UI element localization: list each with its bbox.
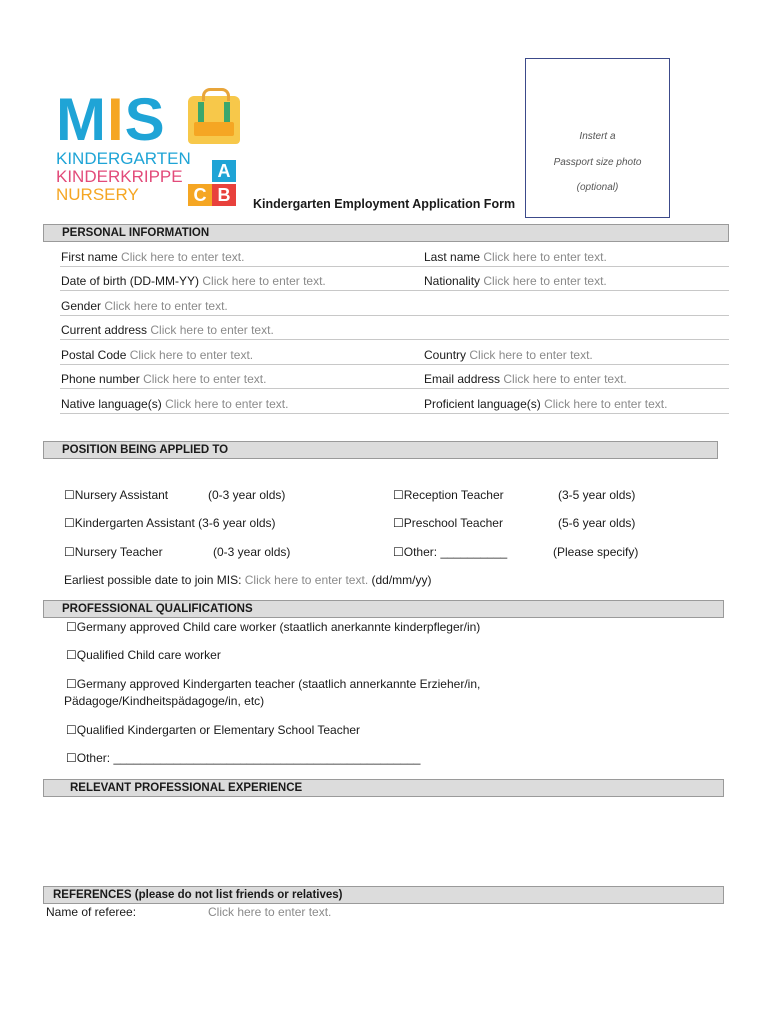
email-label: Email address [424,372,501,386]
qualification-item[interactable] [66,648,221,662]
qualification-label: Qualified Child care worker [76,648,221,662]
option-other-position[interactable] [393,545,507,559]
block-c-icon: C [188,184,212,206]
address-input[interactable]: Click here to enter text. [150,323,274,337]
checkbox-icon[interactable]: ☐ [66,677,77,691]
checkbox-icon[interactable]: ☐ [66,751,77,765]
section-references: REFERENCES (please do not list friends or relatives) [43,886,724,904]
logo-letter-s: S [124,86,166,153]
option-ages: (3-5 year olds) [558,488,636,502]
experience-input-area[interactable] [43,800,724,880]
proficient-language-label: Proficient language(s) [424,397,541,411]
checkbox-icon[interactable]: ☐ [393,488,404,502]
phone-field[interactable] [61,372,266,386]
native-language-field[interactable] [61,397,288,411]
last-name-field[interactable] [424,250,607,264]
qualification-item[interactable] [66,677,480,691]
last-name-input[interactable]: Click here to enter text. [483,250,607,264]
qualification-item-other[interactable] [66,751,420,765]
country-input[interactable]: Click here to enter text. [469,348,593,362]
native-language-label: Native language(s) [61,397,162,411]
gender-input[interactable]: Click here to enter text. [104,299,228,313]
option-preschool-teacher[interactable] [393,516,503,530]
gender-field[interactable] [61,299,228,313]
checkbox-icon[interactable]: ☐ [66,723,77,737]
photo-line-1: Instert a [579,131,616,142]
option-reception-teacher[interactable] [393,488,504,502]
option-nursery-teacher[interactable] [64,545,163,559]
address-field[interactable] [61,323,274,337]
photo-line-2: Passport size photo [553,157,642,168]
block-b-icon: B [212,184,236,206]
postal-code-label: Postal Code [61,348,127,362]
nationality-label: Nationality [424,274,481,288]
country-field[interactable] [424,348,593,362]
qualification-item[interactable] [66,620,480,634]
phone-input[interactable]: Click here to enter text. [143,372,267,386]
logo-mis-letters [56,86,166,153]
email-input[interactable]: Click here to enter text. [503,372,627,386]
last-name-label: Last name [424,250,481,264]
form-title: Kindergarten Employment Application Form [253,197,516,211]
nationality-input[interactable]: Click here to enter text. [483,274,607,288]
section-qualifications: PROFESSIONAL QUALIFICATIONS [43,600,724,618]
logo-letter-m: M [56,86,107,153]
passport-photo-box [525,58,670,218]
first-name-label: First name [61,250,118,264]
earliest-date-field[interactable] [64,573,432,587]
option-kindergarten-assistant[interactable] [64,516,276,530]
section-experience: RELEVANT PROFESSIONAL EXPERIENCE [43,779,724,797]
native-language-input[interactable]: Click here to enter text. [165,397,289,411]
checkbox-icon[interactable]: ☐ [66,648,77,662]
first-name-field[interactable] [61,250,244,264]
dob-label: Date of birth (DD-MM-YY) [61,274,200,288]
section-personal-information: PERSONAL INFORMATION [43,224,729,242]
qualification-item[interactable] [66,723,360,737]
qualification-label: Germany approved Kindergarten teacher (staatlich annerkannte Erzieher/in, [76,677,481,691]
option-ages: (5-6 year olds) [558,516,636,530]
dob-input[interactable]: Click here to enter text. [202,274,326,288]
block-a-icon: A [212,160,236,182]
option-label: Other: __________ [403,545,508,559]
qualification-label-continued: Pädagoge/Kindheitspädagoge/in, etc) [64,694,265,708]
email-field[interactable] [424,372,627,386]
qualification-label: Other: ______________________________________________ [76,751,421,765]
option-label: Kindergarten Assistant (3-6 year olds) [74,516,276,530]
option-label: Preschool Teacher [403,516,503,530]
checkbox-icon[interactable]: ☐ [64,516,75,530]
section-position: POSITION BEING APPLIED TO [43,441,718,459]
photo-line-3: (optional) [576,182,619,193]
earliest-date-format: (dd/mm/yy) [371,573,432,587]
earliest-date-input[interactable]: Click here to enter text. [244,573,369,587]
dob-field[interactable] [61,274,326,288]
postal-code-field[interactable] [61,348,253,362]
referee-name-input[interactable]: Click here to enter text. [208,905,332,919]
country-label: Country [424,348,467,362]
option-label: Nursery Teacher [74,545,163,559]
logo-letter-i: I [106,86,125,153]
phone-label: Phone number [61,372,140,386]
option-ages: (0-3 year olds) [213,545,291,559]
logo-line-kinderkrippe: KINDERKRIPPE [56,167,183,186]
qualification-label: Germany approved Child care worker (staatlich anerkannte kinderpfleger/in) [76,620,481,634]
checkbox-icon[interactable]: ☐ [393,545,404,559]
nationality-field[interactable] [424,274,607,288]
checkbox-icon[interactable]: ☐ [64,545,75,559]
logo-line-kindergarten: KINDERGARTEN [56,149,191,168]
option-label: Nursery Assistant [74,488,169,502]
checkbox-icon[interactable]: ☐ [393,516,404,530]
proficient-language-input[interactable]: Click here to enter text. [544,397,668,411]
option-ages: (Please specify) [553,545,639,559]
option-label: Reception Teacher [403,488,504,502]
checkbox-icon[interactable]: ☐ [64,488,75,502]
referee-name-label: Name of referee: [46,905,137,919]
schoolbag-icon [188,96,240,144]
option-ages: (0-3 year olds) [208,488,286,502]
proficient-language-field[interactable] [424,397,667,411]
logo-line-nursery: NURSERY [56,185,139,204]
postal-code-input[interactable]: Click here to enter text. [129,348,254,362]
address-label: Current address [61,323,148,337]
gender-label: Gender [61,299,102,313]
option-nursery-assistant[interactable] [64,488,168,502]
earliest-date-label: Earliest possible date to join MIS: [64,573,242,587]
checkbox-icon[interactable]: ☐ [66,620,77,634]
mis-logo [56,86,246,212]
first-name-input[interactable]: Click here to enter text. [121,250,245,264]
qualification-label: Qualified Kindergarten or Elementary School Teacher [76,723,361,737]
